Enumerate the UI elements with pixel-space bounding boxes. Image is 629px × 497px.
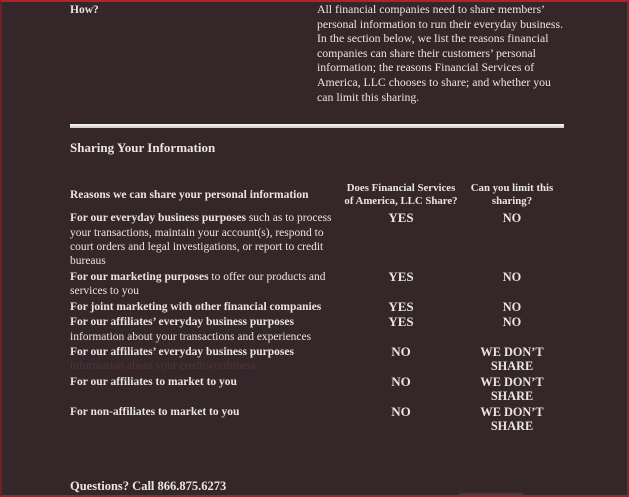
questions-phone-line: Questions? Call 866.875.6273 bbox=[70, 479, 227, 493]
row-label-rest: information about your transactions and experiences bbox=[70, 330, 312, 343]
table-row-label bbox=[70, 270, 332, 299]
intro-paragraph: All financial companies need to share members’ personal information to run their everyday business. In the section below, we list the reasons financial companies can share their customers’ personal information; the reasons Financial Services of America, LLC chooses to share; and whether you can limit this sharing. bbox=[317, 2, 564, 104]
row-share-value: NO bbox=[391, 343, 411, 359]
row-share-value: YES bbox=[388, 268, 414, 284]
row-label-rest: to offer our products and services to you bbox=[70, 270, 326, 298]
row-label-lead: For our affiliates’ everyday business purposes bbox=[70, 316, 294, 329]
table-row-label bbox=[70, 405, 332, 434]
row-limit-value: NO bbox=[502, 269, 522, 284]
section-divider bbox=[70, 124, 564, 128]
row-limit-value: WE DON’T SHARE bbox=[480, 344, 544, 374]
row-limit-value: WE DON’T SHARE bbox=[480, 404, 544, 434]
row-limit-value: NO bbox=[502, 299, 522, 314]
sharing-table bbox=[70, 182, 564, 434]
table-header-limit: Can you limit this sharing? bbox=[470, 182, 554, 207]
table-row-label bbox=[70, 375, 332, 404]
row-limit-value: NO bbox=[502, 315, 522, 330]
row-limit-value: NO bbox=[502, 211, 522, 226]
row-label-rest-faded: information about your creditworthiness bbox=[70, 360, 256, 373]
row-share-value: YES bbox=[388, 298, 414, 314]
row-label-rest: such as to process your transactions, maintain your account(s), respond to court orders and legal investigations, or report to credit bureaus bbox=[70, 212, 332, 268]
row-label-lead: For non-affiliates to market to you bbox=[70, 405, 240, 418]
section-title: Sharing Your Information bbox=[70, 140, 216, 155]
row-share-value: NO bbox=[391, 373, 411, 389]
row-label-lead: For our everyday business purposes bbox=[70, 212, 246, 225]
table-row-label bbox=[70, 211, 332, 269]
table-row-label bbox=[70, 315, 332, 344]
row-label-lead: For joint marketing with other financial companies bbox=[70, 300, 322, 313]
table-header-share: Does Financial Services of America, LLC Share? bbox=[344, 182, 458, 207]
table-row-label bbox=[70, 300, 332, 315]
how-label: How? bbox=[70, 4, 99, 16]
row-label-lead: For our affiliates’ everyday business purposes bbox=[70, 345, 294, 358]
table-header-reasons: Reasons we can share your personal information bbox=[70, 188, 309, 201]
row-label-lead: For our affiliates to market to you bbox=[70, 375, 237, 388]
row-share-value: YES bbox=[388, 314, 414, 330]
horizontal-scrollbar-thumb[interactable] bbox=[458, 493, 524, 497]
row-share-value: YES bbox=[388, 210, 414, 226]
row-limit-value: WE DON’T SHARE bbox=[480, 374, 544, 404]
table-row-label bbox=[70, 345, 332, 374]
row-share-value: NO bbox=[391, 403, 411, 419]
row-label-lead: For our marketing purposes bbox=[70, 270, 209, 283]
